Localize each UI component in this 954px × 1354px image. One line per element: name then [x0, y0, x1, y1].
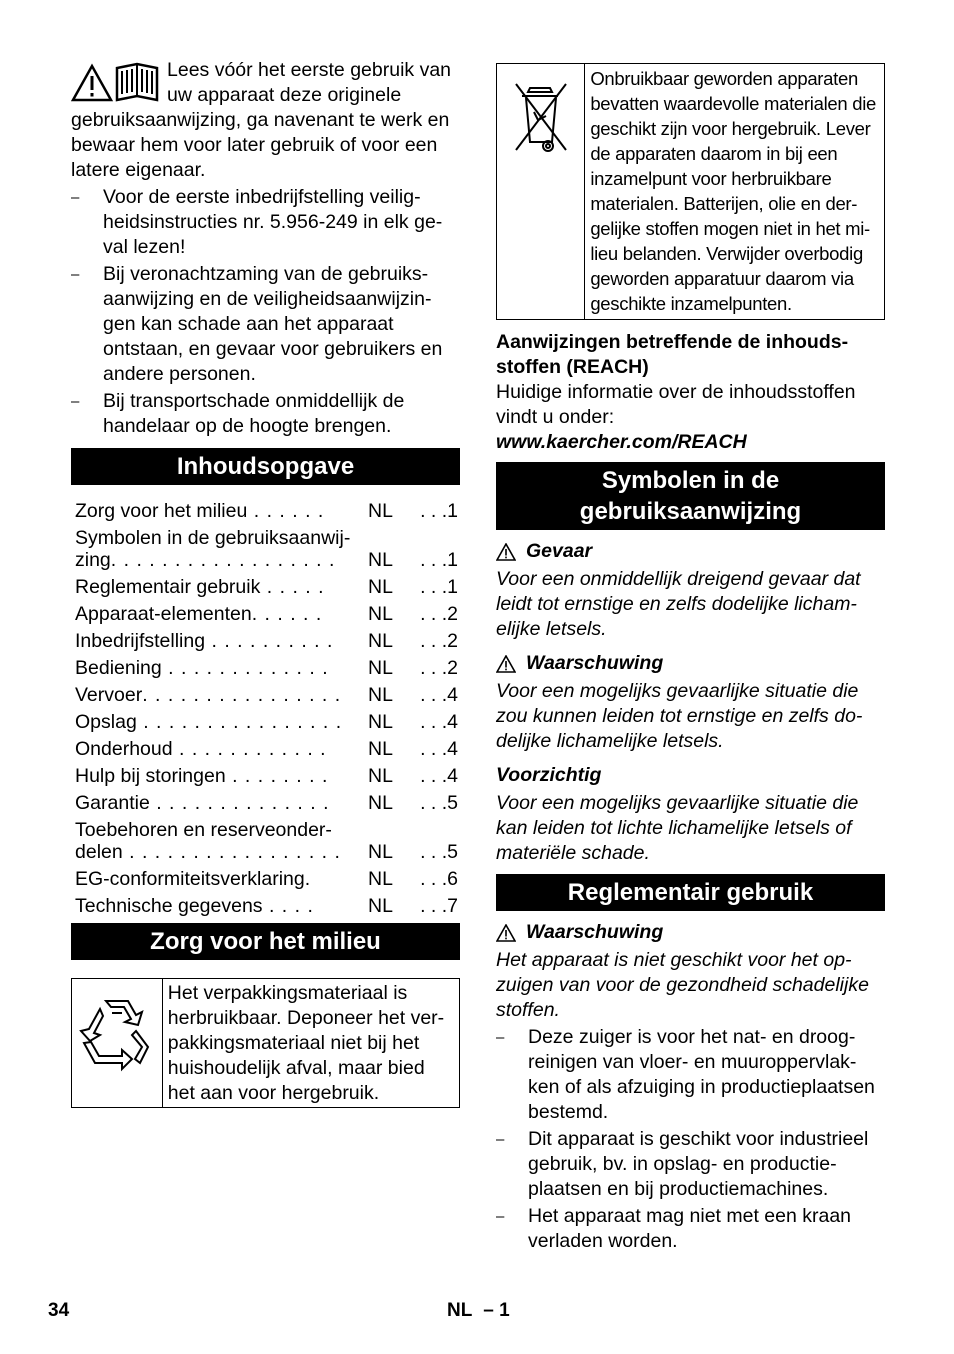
toc-entry: EG-conformiteitsverklaring	[75, 868, 305, 890]
toc-page: . . .4	[420, 684, 458, 706]
toc-entry: Garantie	[75, 792, 150, 814]
toc-entry: Apparaat-elementen	[75, 603, 252, 625]
toc-row[interactable]	[71, 895, 460, 917]
toc-entry: Hulp bij storingen	[75, 765, 226, 787]
toc-page: . . .4	[420, 765, 458, 787]
toc-row[interactable]	[71, 819, 460, 863]
list-item: – Voor de eerste inbedrijfstelling veilig-heidsinstructies nr. 5.956-249 in elk ge-val lezen!	[71, 185, 460, 260]
toc-title: Inhoudsopgave	[71, 448, 460, 485]
list-item: – Het apparaat mag niet met een kraan verladen worden.	[496, 1204, 885, 1254]
list-item: – Bij veronachtzaming van de gebruiks-aanwijzing en de veiligheidsaanwijzin-gen kan schade aan het apparaat ontstaan, en gevaar voor gebruikers en andere personen.	[71, 262, 460, 387]
usage-warning-text: Het apparaat is niet geschikt voor het op-zuigen van voor de gezondheid schadelijke stoffen.	[496, 949, 869, 1021]
reach-url-link[interactable]: www.kaercher.com/REACH	[496, 431, 747, 453]
toc-lang: NL	[368, 841, 393, 863]
recycle-text: Het verpakkingsmateriaal is herbruikbaar. Deponeer het ver-pakkingsmateriaal niet bij het huishoudelijk afval, maar bied het aan voor hergebruik.	[167, 982, 445, 1104]
danger-label-row	[496, 539, 885, 564]
toc-page: . . .2	[420, 630, 458, 652]
caution-text: Voor een mogelijks gevaarlijke situatie die kan leiden tot lichte lichamelijke letsels of materiële schade.	[496, 792, 859, 864]
warning-label: Waarschuwing	[526, 652, 664, 674]
toc-dots: . . . . . . . . . .	[205, 630, 334, 652]
recycle-box	[71, 978, 460, 1108]
toc-page: . . .5	[420, 841, 458, 863]
toc-dots: . . . . . . . . . . . . . . . . .	[122, 841, 341, 863]
warning-manual-icon	[71, 62, 161, 102]
toc-row[interactable]	[71, 738, 460, 760]
intro-bullets	[71, 185, 460, 439]
warning-label-row	[496, 651, 885, 676]
danger-label: Gevaar	[526, 540, 593, 562]
recycle-icon	[78, 995, 156, 1075]
footer-section	[447, 1298, 510, 1323]
toc-row[interactable]	[71, 868, 460, 890]
left-column	[71, 58, 460, 1108]
weee-box	[496, 63, 885, 320]
toc-page: . . .1	[420, 549, 458, 571]
page-number: 34	[48, 1300, 70, 1321]
toc-row[interactable]	[71, 684, 460, 706]
toc-entry: Inbedrijfstelling	[75, 630, 206, 652]
toc-dots: . . . . . . . . . . . .	[172, 738, 327, 760]
toc-row[interactable]	[71, 792, 460, 814]
intro-text: Lees vóór het eerste gebruik van uw apparaat deze originele gebruiksaanwijzing, ga navenant te werk en bewaar hem voor later gebruik of voor een latere eigenaar.	[71, 59, 452, 181]
toc-dots: . . . .	[262, 895, 314, 917]
toc-page: . . .4	[420, 738, 458, 760]
toc-lang: NL	[368, 576, 393, 598]
toc-dots: . . . . . . . . . . . . . . . . . .	[110, 549, 336, 571]
toc-dots: . . . . . .	[251, 603, 323, 625]
usage-warning-label: Waarschuwing	[526, 921, 664, 943]
symbols-section	[496, 539, 885, 866]
footer-lang: NL	[447, 1300, 472, 1321]
toc-lang: NL	[368, 765, 393, 787]
usage-bullets	[496, 1025, 885, 1254]
usage-section	[496, 920, 885, 1254]
toc-page: . . .6	[420, 868, 458, 890]
toc-row[interactable]	[71, 765, 460, 787]
toc-dots: . . . . . .	[247, 500, 325, 522]
toc-lang: NL	[368, 738, 393, 760]
recycle-icon-cell	[72, 979, 163, 1107]
toc-entry: Opslag	[75, 711, 137, 733]
crossed-bin-icon	[510, 78, 572, 158]
toc-lang: NL	[368, 549, 393, 571]
toc-row[interactable]	[71, 711, 460, 733]
warning-triangle-icon	[496, 543, 516, 561]
usage-title: Reglementair gebruik	[496, 874, 885, 911]
toc-row[interactable]	[71, 603, 460, 625]
toc-dots: . . . . . . . . . . . . . . . .	[142, 684, 342, 706]
reach-section	[496, 330, 885, 455]
toc-page: . . .7	[420, 895, 458, 917]
toc-dots: . . . . . . . . . . . . .	[161, 657, 329, 679]
reach-text: Huidige informatie over de inhoudsstoffen vindt u onder:	[496, 381, 856, 428]
right-column	[496, 63, 885, 1254]
toc-lang: NL	[368, 895, 393, 917]
reach-heading: Aanwijzingen betreffende de inhouds-stoffen (REACH)	[496, 331, 849, 378]
warning-triangle-icon	[496, 924, 516, 942]
toc-entry: Onderhoud	[75, 738, 173, 760]
toc-dots: . . . . . . . . . . . . . . . .	[136, 711, 343, 733]
toc-page: . . .2	[420, 657, 458, 679]
toc-entry: Technische gegevens	[75, 895, 263, 917]
toc-lang: NL	[368, 684, 393, 706]
toc-row[interactable]	[71, 576, 460, 598]
intro-section	[71, 58, 460, 439]
weee-text: Onbruikbaar geworden apparaten bevatten waardevolle materialen die geschikt zijn voor hergebruik. Lever de apparaten daarom in bij een inzamelpunt voor herbruikbare materialen. Batterijen, olie en der-gelijke stoffen mogen niet in het mi-lieu belanden. Verwijder overbodig geworden apparatuur daarom via geschikte inzamelpunten.	[590, 68, 876, 314]
toc-entry: Bediening	[75, 657, 162, 679]
weee-icon-cell	[497, 64, 585, 319]
toc-page: . . .4	[420, 711, 458, 733]
toc-entry: Reglementair gebruik	[75, 576, 261, 598]
list-item: – Deze zuiger is voor het nat- en droog-reinigen van vloer- en muuroppervlak-ken of als afzuiging in productieplaatsen bestemd.	[496, 1025, 885, 1125]
toc-dots: . . . . . . . .	[225, 765, 329, 787]
warning-triangle-icon	[496, 655, 516, 673]
toc-row[interactable]	[71, 527, 460, 571]
toc-entry-line1: Toebehoren en reserveonder-	[75, 819, 332, 841]
toc-dots: .	[304, 868, 312, 890]
list-item: – Dit apparaat is geschikt voor industrieel gebruik, bv. in opslag- en productie-plaatsen en bij productiemachines.	[496, 1127, 885, 1202]
toc-lang: NL	[368, 711, 393, 733]
toc-entry: Zorg voor het milieu	[75, 500, 248, 522]
footer-section-page: – 1	[483, 1300, 510, 1321]
usage-warning-row	[496, 920, 885, 945]
toc-row[interactable]	[71, 657, 460, 679]
toc-entry: zing	[75, 549, 111, 571]
toc-page: . . .1	[420, 500, 458, 522]
symbols-title: Symbolen in de gebruiksaanwijzing	[496, 462, 885, 530]
toc-lang: NL	[368, 603, 393, 625]
table-of-contents	[71, 500, 460, 917]
environment-title: Zorg voor het milieu	[71, 923, 460, 960]
toc-lang: NL	[368, 630, 393, 652]
toc-entry: Vervoer	[75, 684, 143, 706]
toc-dots: . . . . .	[260, 576, 325, 598]
toc-dots: . . . . . . . . . . . . . .	[149, 792, 330, 814]
toc-lang: NL	[368, 868, 393, 890]
toc-lang: NL	[368, 657, 393, 679]
toc-row[interactable]	[71, 630, 460, 652]
toc-page: . . .5	[420, 792, 458, 814]
toc-row[interactable]	[71, 500, 460, 522]
toc-page: . . .1	[420, 576, 458, 598]
toc-page: . . .2	[420, 603, 458, 625]
list-item: – Bij transportschade onmiddellijk de handelaar op de hoogte brengen.	[71, 389, 460, 439]
toc-lang: NL	[368, 792, 393, 814]
toc-lang: NL	[368, 500, 393, 522]
danger-text: Voor een onmiddellijk dreigend gevaar dat leidt tot ernstige en zelfs dodelijke licham-elijke letsels.	[496, 568, 861, 640]
caution-label: Voorzichtig	[496, 764, 602, 786]
warning-text: Voor een mogelijks gevaarlijke situatie die zou kunnen leiden tot ernstige en zelfs do-delijke lichamelijke letsels.	[496, 680, 863, 752]
toc-entry: delen	[75, 841, 123, 863]
toc-entry-line1: Symbolen in de gebruiksaanwij-	[75, 527, 351, 549]
